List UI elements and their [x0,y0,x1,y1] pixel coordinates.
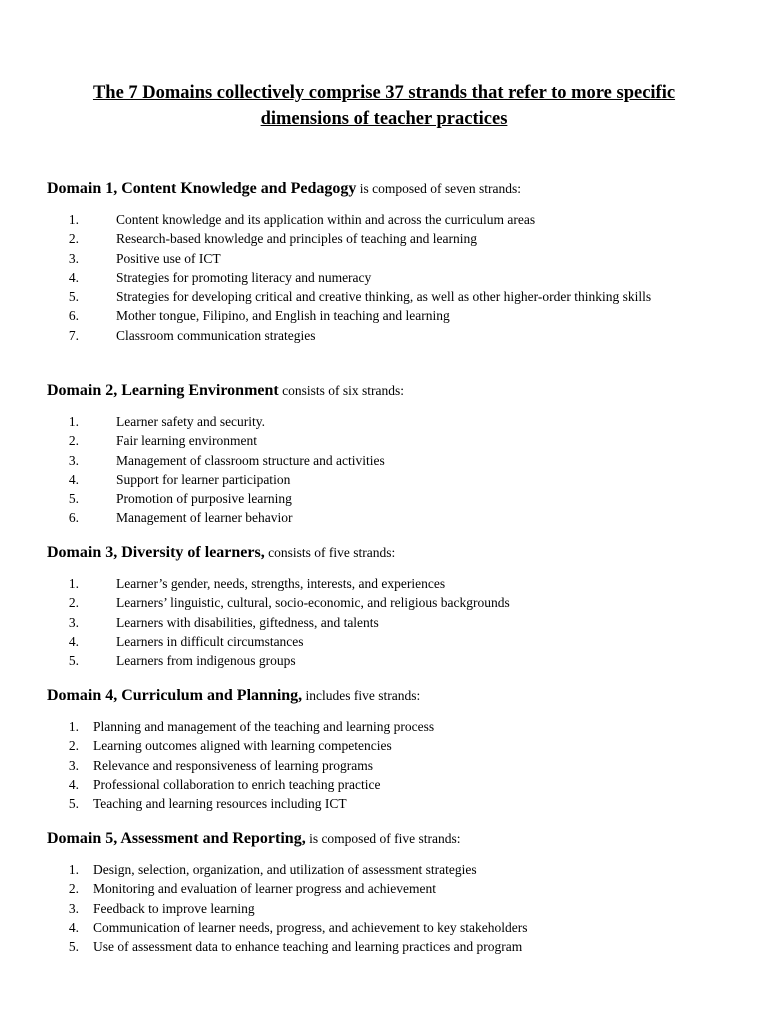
list-item [47,736,737,755]
item-text: Design, selection, organization, and utilization of assessment strategies [93,862,477,877]
strand-list [47,717,737,813]
domain-name: Domain 5, Assessment and Reporting, [47,830,306,847]
list-item [47,613,737,632]
item-number: 3. [68,757,79,773]
item-text: Learners’ linguistic, cultural, socio-economic, and religious backgrounds [116,595,510,611]
item-number: 6. [68,308,79,324]
list-item [47,268,737,287]
item-text: Strategies for promoting literacy and numeracy [116,269,372,285]
domain-5-section [47,830,737,956]
list-item [47,326,737,345]
domain-name: Domain 4, Curriculum and Planning, [47,687,303,704]
domain-1-section [47,180,737,345]
item-text: Promotion of purposive learning [116,491,292,507]
title-line-2: dimensions of teacher practices [260,109,508,129]
page-title [40,80,728,132]
strand-list [47,412,737,528]
item-text: Content knowledge and its application within and across the curriculum areas [116,212,536,227]
item-number: 1. [68,212,79,227]
list-item [47,899,737,918]
domain-suffix: is composed of five strands: [305,831,461,846]
item-number: 3. [68,900,79,916]
list-item [47,717,737,736]
list-item [47,860,737,879]
list-item [47,794,737,813]
list-item [47,451,737,470]
item-text: Strategies for developing critical and creative thinking, as well as other higher-order thinking skills [116,289,652,305]
list-item [47,593,737,612]
domain-heading [47,180,737,198]
domain-4-section [47,687,737,813]
domain-heading [47,382,737,400]
item-text: Learning outcomes aligned with learning competencies [93,738,392,754]
list-item [47,937,737,956]
list-item [47,489,737,508]
list-item [47,651,737,670]
list-item [47,918,737,937]
domain-name: Domain 3, Diversity of learners, [47,544,265,561]
item-text: Fair learning environment [116,433,257,449]
item-number: 5. [68,796,79,812]
item-text: Monitoring and evaluation of learner progress and achievement [93,881,437,897]
list-item [47,287,737,306]
item-text: Learner’s gender, needs, strengths, interests, and experiences [116,576,446,591]
list-item [47,306,737,325]
item-number: 2. [68,433,79,449]
list-item [47,508,737,527]
item-text: Learners from indigenous groups [116,653,296,669]
domain-heading [47,830,737,848]
domain-name: Domain 2, Learning Environment [47,382,279,399]
item-number: 4. [68,269,79,285]
list-item [47,210,737,229]
list-item [47,775,737,794]
domain-3-section [47,544,737,670]
item-text: Positive use of ICT [116,250,221,266]
item-text: Management of classroom structure and activities [116,452,385,468]
strand-list [47,860,737,956]
list-item [47,756,737,775]
item-text: Communication of learner needs, progress, and achievement to key stakeholders [93,919,528,935]
domain-heading [47,687,737,705]
domain-suffix: consists of five strands: [264,545,396,560]
list-item [47,574,737,593]
domain-2-section [47,382,737,528]
item-text: Teaching and learning resources including ICT [93,796,347,812]
item-text: Planning and management of the teaching and learning process [93,719,435,734]
item-number: 2. [68,595,79,611]
item-text: Learners with disabilities, giftedness, and talents [116,614,379,630]
item-number: 3. [68,614,79,630]
item-number: 4. [68,919,79,935]
domain-name: Domain 1, Content Knowledge and Pedagogy [47,180,357,197]
item-number: 6. [68,510,79,526]
item-number: 3. [68,452,79,468]
list-item [47,470,737,489]
list-item [47,431,737,450]
item-number: 5. [68,653,79,669]
domain-suffix: is composed of seven strands: [356,181,521,196]
item-text: Mother tongue, Filipino, and English in teaching and learning [116,308,450,324]
item-text: Research-based knowledge and principles of teaching and learning [116,231,477,247]
domain-heading [47,544,737,562]
item-number: 2. [68,881,79,897]
item-text: Learners in difficult circumstances [116,633,304,649]
item-number: 2. [68,738,79,754]
list-item [47,632,737,651]
item-text: Relevance and responsiveness of learning programs [93,757,374,773]
item-number: 7. [68,327,79,343]
item-number: 5. [68,939,79,955]
strand-list [47,574,737,670]
item-text: Support for learner participation [116,471,291,487]
list-item [47,879,737,898]
item-text: Use of assessment data to enhance teaching and learning practices and program [93,939,523,955]
item-text: Feedback to improve learning [93,900,255,916]
item-number: 1. [68,862,79,877]
list-item [47,229,737,248]
list-item [47,412,737,431]
item-number: 4. [68,776,79,792]
title-line-1: The 7 Domains collectively comprise 37 strands that refer to more specific [92,83,676,103]
item-text: Classroom communication strategies [116,327,316,343]
item-number: 1. [68,414,79,429]
list-item [47,249,737,268]
item-number: 5. [68,491,79,507]
item-number: 3. [68,250,79,266]
strand-list [47,210,737,345]
item-number: 2. [68,231,79,247]
item-text: Professional collaboration to enrich teaching practice [93,776,381,792]
item-number: 1. [68,576,79,591]
item-text: Learner safety and security. [116,414,266,429]
item-number: 5. [68,289,79,305]
domain-suffix: consists of six strands: [278,383,404,398]
domain-suffix: includes five strands: [302,688,421,703]
item-number: 4. [68,471,79,487]
item-number: 4. [68,633,79,649]
item-text: Management of learner behavior [116,510,293,526]
item-number: 1. [68,719,79,734]
